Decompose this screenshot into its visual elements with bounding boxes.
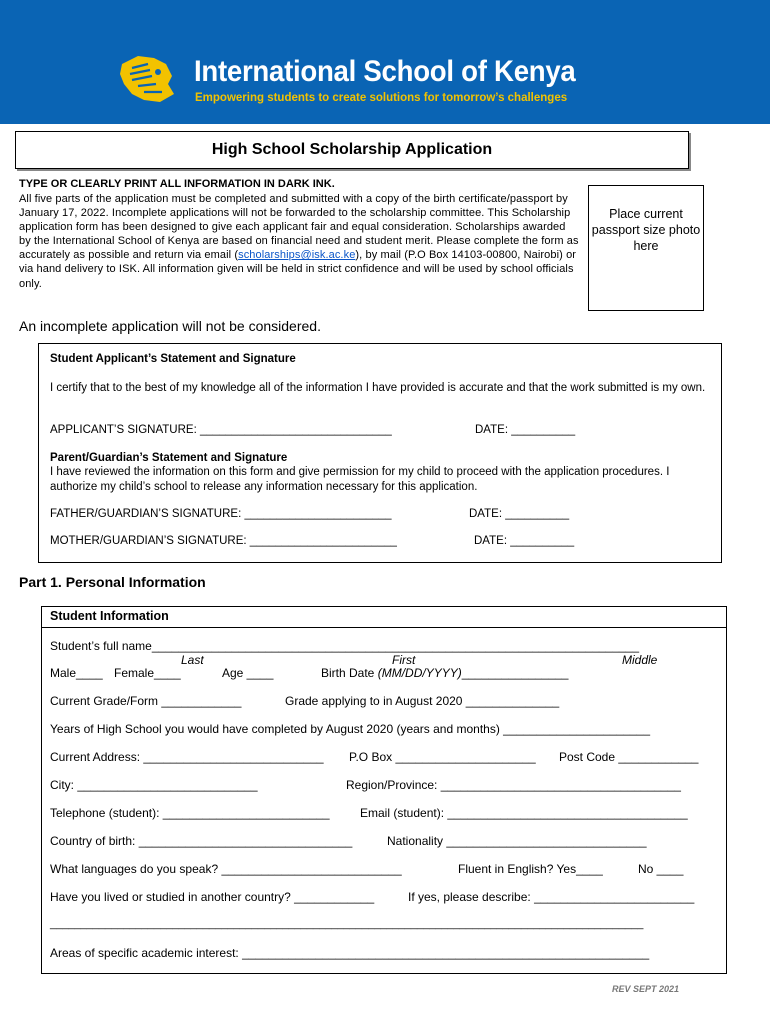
instructions-body [19, 192, 579, 291]
age-field[interactable]: Age ____ [222, 666, 274, 680]
scholarship-email-link[interactable]: scholarships@isk.ac.ke [238, 249, 356, 262]
father-signature-field[interactable]: FATHER/GUARDIAN’S SIGNATURE: _______________________ [50, 508, 392, 520]
school-tagline: Empowering students to create solutions for tomorrow’s challenges [195, 92, 568, 104]
fluent-english-no-field[interactable]: No ____ [638, 862, 684, 876]
applicant-date-field[interactable]: DATE: __________ [475, 424, 576, 436]
post-code-field[interactable]: Post Code ____________ [559, 750, 699, 764]
statement-section [38, 343, 722, 563]
grade-applying-field[interactable]: Grade applying to in August 2020 ______________ [285, 694, 560, 708]
lived-abroad-field[interactable]: Have you lived or studied in another country? ____________ [50, 890, 375, 904]
birth-date-field[interactable] [321, 666, 568, 680]
school-name: International School of Kenya [194, 55, 576, 88]
years-high-school-field[interactable]: Years of High School you would have completed by August 2020 (years and months) ______________________ [50, 722, 650, 736]
abroad-description-field[interactable]: If yes, please describe: ________________________ [408, 890, 695, 904]
birth-date-label: Birth Date [321, 666, 378, 680]
incomplete-notice: An incomplete application will not be considered. [19, 318, 321, 334]
mother-date-field[interactable]: DATE: __________ [474, 535, 575, 547]
student-information-section [41, 606, 727, 974]
fluent-english-yes-field[interactable]: Fluent in English? Yes____ [458, 862, 603, 876]
nationality-field[interactable]: Nationality ______________________________ [387, 834, 647, 848]
mother-signature-field[interactable]: MOTHER/GUARDIAN’S SIGNATURE: _______________________ [50, 535, 397, 547]
region-field[interactable]: Region/Province: ____________________________________ [346, 778, 681, 792]
email-field[interactable]: Email (student): ____________________________________ [360, 806, 688, 820]
parent-permission-text: I have reviewed the information on this form and give permission for my child to proceed with the application procedures. I authorize my child’s school to release any information necessary for this application. [50, 466, 670, 493]
telephone-field[interactable]: Telephone (student): _________________________ [50, 806, 330, 820]
female-field[interactable]: Female____ [114, 666, 181, 680]
part1-heading: Part 1. Personal Information [19, 574, 206, 590]
lion-logo-icon [118, 54, 176, 104]
birth-date-format: (MM/DD/YYYY) [377, 666, 462, 680]
father-date-field[interactable]: DATE: __________ [469, 508, 570, 520]
passport-photo-box: Place current passport size photo here [588, 185, 704, 311]
header-divider [42, 627, 726, 628]
male-field[interactable]: Male____ [50, 666, 103, 680]
po-box-field[interactable]: P.O Box _____________________ [349, 750, 536, 764]
header-banner [0, 0, 770, 124]
applicant-signature-field[interactable]: APPLICANT’S SIGNATURE: ______________________________ [50, 424, 392, 436]
instructions-text-1: All five parts of the application must be completed and submitted with a copy of the birth certificate/passport by January 17, 2022. Incomplete applications will not be forwarded to the scholarship committee. This Scholarship application form has been designed to give each applicant fair and equal consideration. Scholarships awarded by the International School of Kenya are based on financial need and student merit. Please complete the form as accurately as possible and return via email ( [19, 193, 579, 262]
form-title: High School Scholarship Application [15, 131, 689, 169]
last-name-label: Last [181, 653, 204, 667]
instructions-text-2: ), by mail (P.O Box 14103-00800, Nairobi) or via hand delivery to ISK. All information given will be held in strict confidence and will be used by school officials only. [19, 249, 577, 290]
birth-date-line: ________________ [461, 666, 569, 680]
certify-text: I certify that to the best of my knowledge all of the information I have provided is accurate and that the work submitted is my own. [50, 382, 706, 394]
student-info-heading: Student Information [50, 609, 169, 623]
first-name-label: First [392, 653, 416, 667]
parent-statement-heading: Parent/Guardian’s Statement and Signature [50, 452, 288, 464]
abroad-description-line[interactable]: _________________________________________________________________________________________________ [50, 918, 644, 930]
city-field[interactable]: City: ___________________________ [50, 778, 258, 792]
country-of-birth-field[interactable]: Country of birth: ________________________________ [50, 834, 353, 848]
academic-interest-field[interactable]: Areas of specific academic interest: _____________________________________________________________ [50, 946, 650, 960]
revision-label: REV SEPT 2021 [612, 984, 680, 994]
full-name-field[interactable]: Student’s full name_________________________________________________________________________ [50, 639, 640, 653]
instructions-heading: TYPE OR CLEARLY PRINT ALL INFORMATION IN DARK INK. [19, 178, 335, 190]
current-address-field[interactable]: Current Address: ___________________________ [50, 750, 324, 764]
languages-field[interactable]: What languages do you speak? ___________________________ [50, 862, 402, 876]
current-grade-field[interactable]: Current Grade/Form ____________ [50, 694, 242, 708]
applicant-statement-heading: Student Applicant’s Statement and Signature [50, 353, 296, 365]
middle-name-label: Middle [622, 653, 658, 667]
